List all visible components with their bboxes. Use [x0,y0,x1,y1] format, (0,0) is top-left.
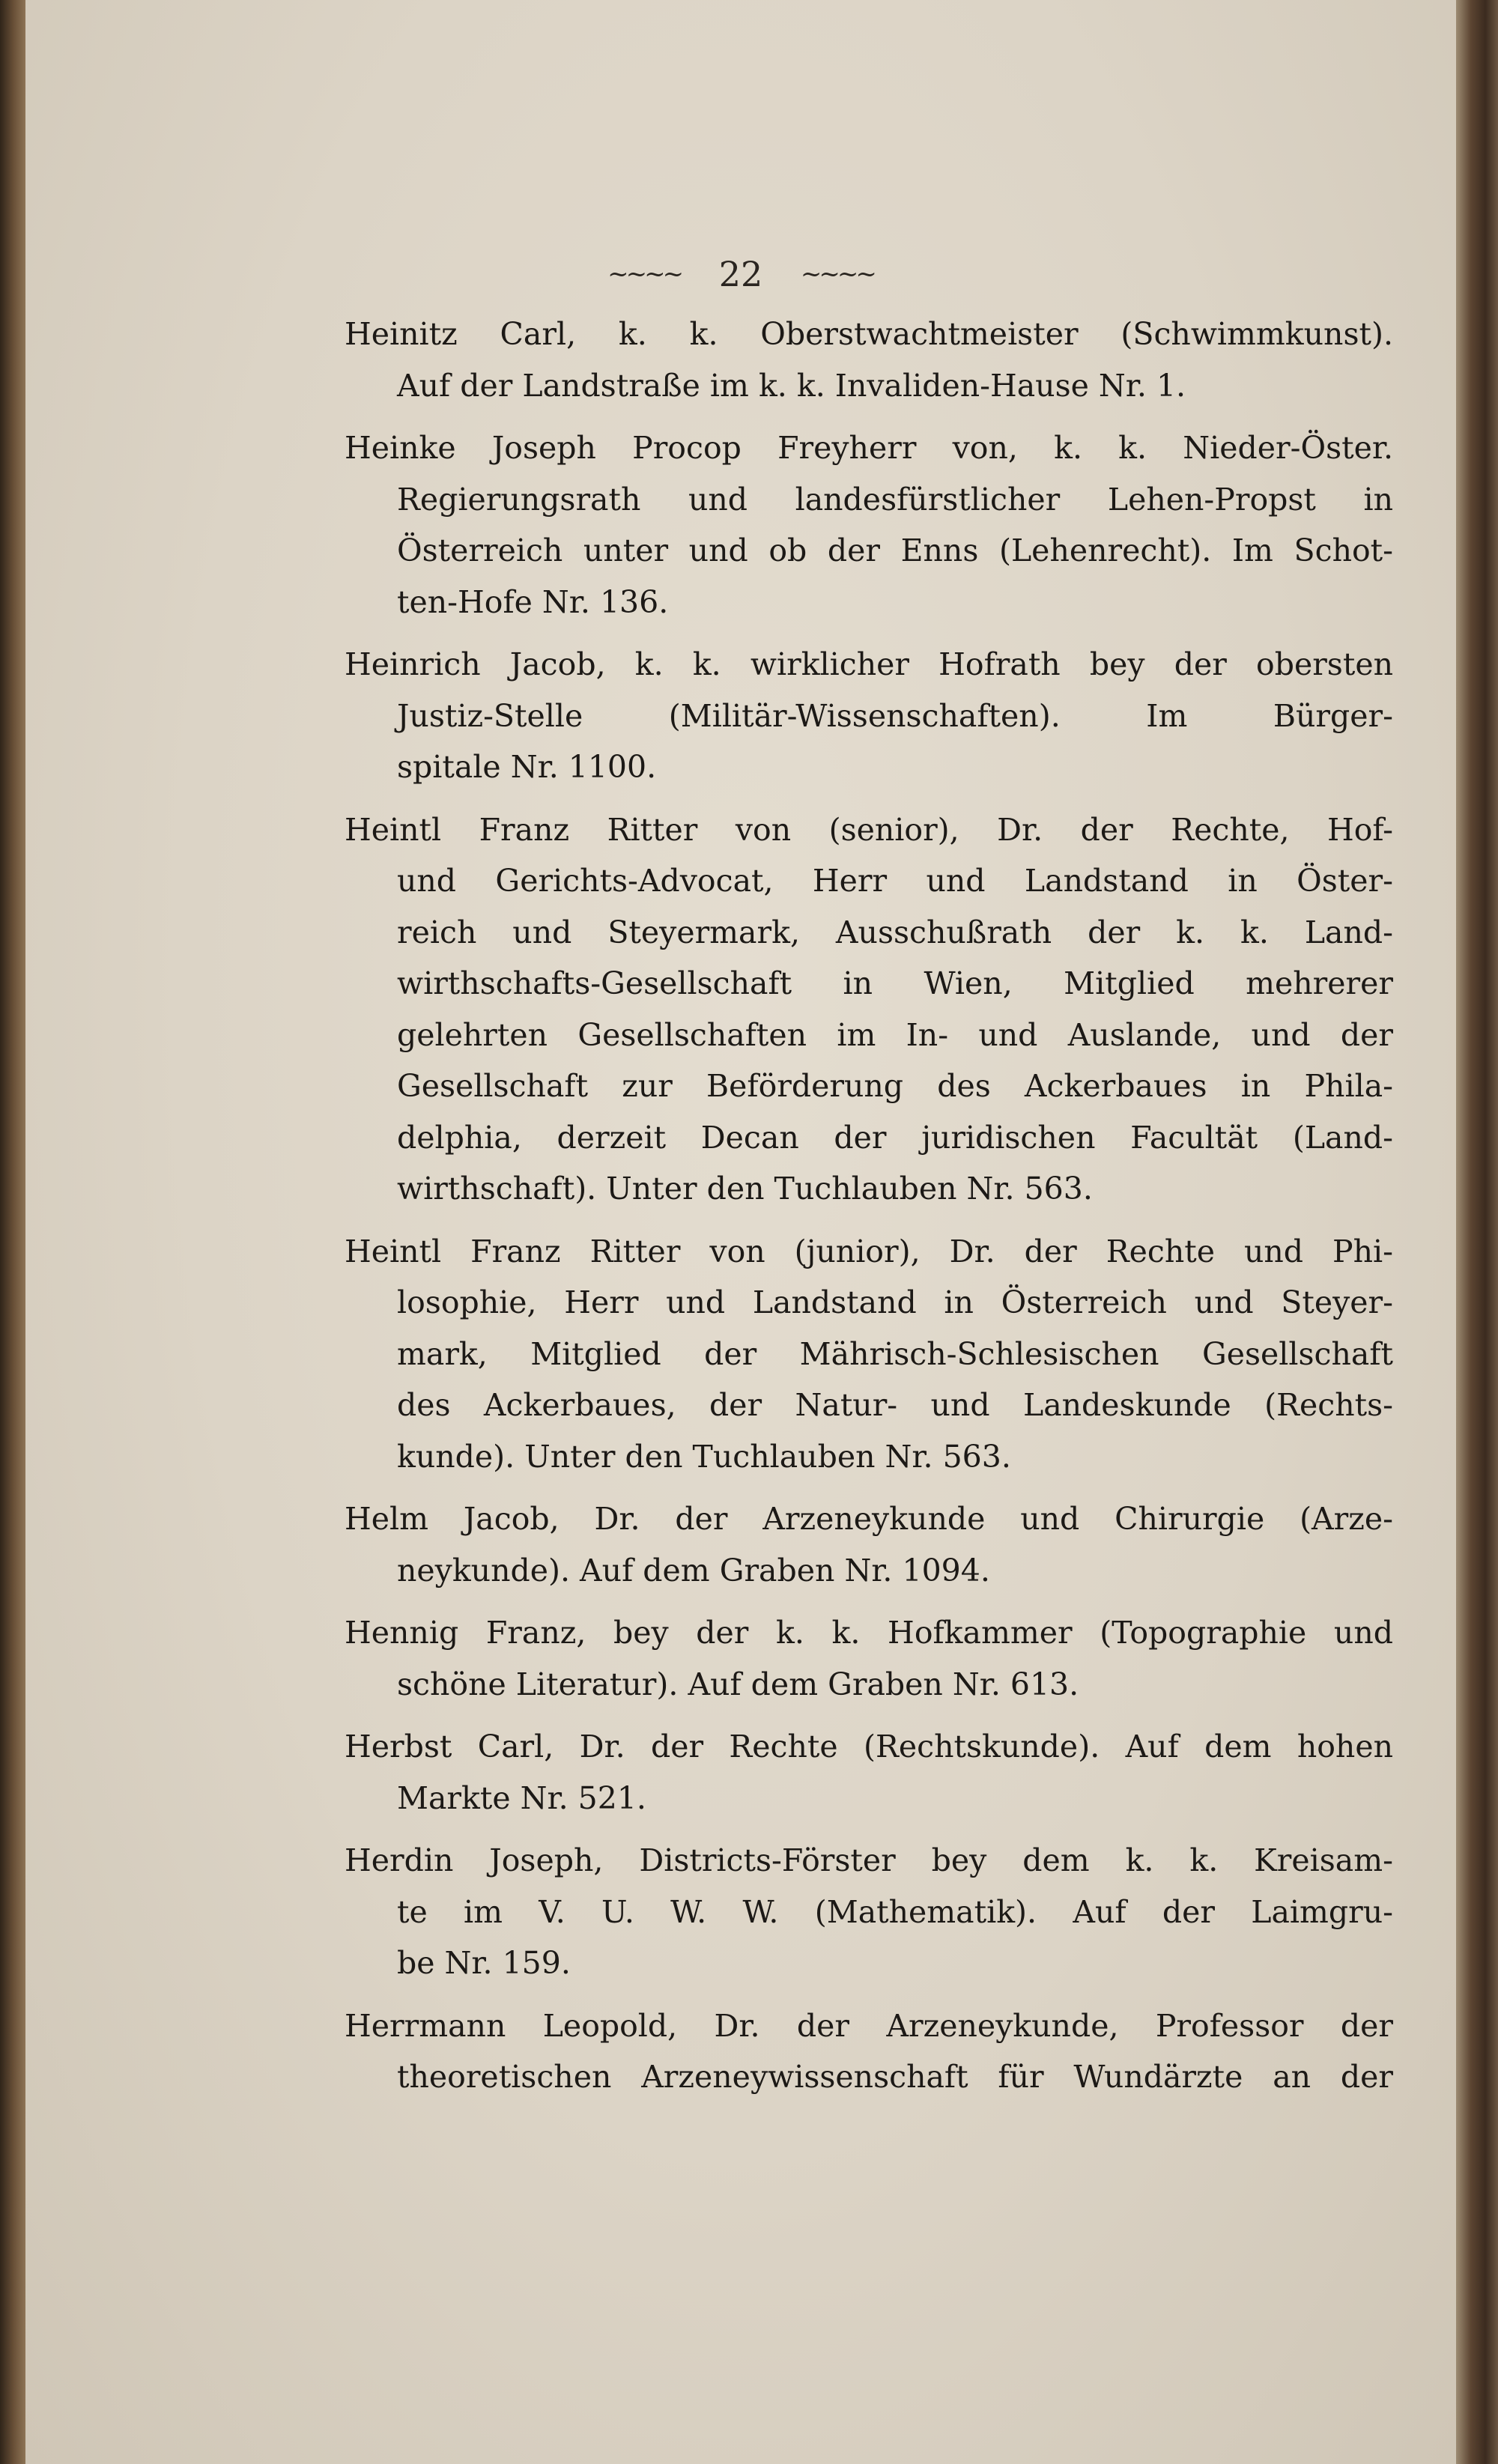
entry-heinke [345,422,1393,628]
entry-line: Heinitz Carl, k. k. Oberstwachtmeister (Schwimmkunst). [345,316,1393,352]
entry-line: losophie, Herr und Landstand in Österreich und Steyer- [397,1284,1393,1320]
entry-line: und Gerichts-Advocat, Herr und Landstand in Öster- [397,863,1393,899]
entry-line: neykunde). Auf dem Graben Nr. 1094. [397,1552,990,1588]
page-header [25,251,1456,303]
entry-line: Helm Jacob, Dr. der Arzeneykunde und Chirurgie (Arze- [345,1501,1393,1537]
entry-line: Hennig Franz, bey der k. k. Hofkammer (Topographie und [345,1615,1393,1651]
entry-herdin [345,1835,1393,1989]
entry-line: mark, Mitglied der Mährisch-Schlesischen Gesellschaft [397,1335,1393,1372]
entry-line: schöne Literatur). Auf dem Graben Nr. 613. [397,1666,1079,1702]
entry-helm [345,1493,1393,1596]
entry-heinrich [345,639,1393,793]
entry-line: Herbst Carl, Dr. der Rechte (Rechtskunde). Auf dem hohen [345,1729,1393,1764]
entry-line: kunde). Unter den Tuchlauben Nr. 563. [397,1438,1011,1475]
entry-line: Heinke Joseph Procop Freyherr von, k. k. Nieder-Öster. [345,430,1393,466]
entry-line: wirthschaft). Unter den Tuchlauben Nr. 563. [397,1171,1093,1207]
entry-line: Regierungsrath und landesfürstlicher Lehen-Propst in [397,481,1393,518]
page-number: 22 [718,254,763,294]
entry-line: delphia, derzeit Decan der juridischen Facultät (Land- [397,1119,1393,1156]
ornament-right: ~~~~ [800,259,874,289]
book-gutter-shadow [0,0,25,2464]
entry-line: Heintl Franz Ritter von (junior), Dr. der Rechte und Phi- [345,1233,1393,1269]
entry-heintl-junior [345,1226,1393,1483]
entry-line: Gesellschaft zur Beförderung des Ackerbaues in Phila- [397,1068,1393,1104]
entry-heinitz [345,309,1393,411]
entry-line: te im V. U. W. W. (Mathematik). Auf der Laimgru- [397,1893,1393,1930]
entry-herrmann [345,2000,1393,2103]
entry-line: Markte Nr. 521. [397,1779,646,1816]
entry-line: ten-Hofe Nr. 136. [397,583,669,620]
entry-line: gelehrten Gesellschaften im In- und Auslande, und der [397,1016,1393,1053]
entry-line: theoretischen Arzeneywissenschaft für Wundärzte an der [397,2059,1393,2095]
entry-line: des Ackerbaues, der Natur- und Landeskunde (Rechts- [397,1387,1393,1423]
entry-line: Heinrich Jacob, k. k. wirklicher Hofrath bey der obersten [345,646,1393,682]
entry-line: Auf der Landstraße im k. k. Invaliden-Hause Nr. 1. [397,367,1186,404]
entry-line: Herrmann Leopold, Dr. der Arzeneykunde, Professor der [345,2007,1393,2044]
entry-line: wirthschafts-Gesellschaft in Wien, Mitglied mehrerer [397,965,1393,1001]
entry-line: Österreich unter und ob der Enns (Lehenrecht). Im Schot- [397,532,1393,568]
entry-heintl-senior [345,804,1393,1215]
entry-line: Herdin Joseph, Districts-Förster bey dem k. k. Kreisam- [345,1842,1393,1878]
entry-herbst [345,1721,1393,1824]
entry-line: Justiz-Stelle (Militär-Wissenschaften). Im Bürger- [397,697,1393,734]
ornament-left: ~~~~ [607,259,682,289]
book-edge [1456,0,1498,2464]
entry-line: spitale Nr. 1100. [397,749,657,785]
directory-entries [345,309,1393,2114]
entry-line: reich und Steyermark, Ausschußrath der k. k. Land- [397,914,1393,950]
entry-line: be Nr. 159. [397,1945,571,1981]
entry-line: Heintl Franz Ritter von (senior), Dr. der Rechte, Hof- [345,811,1393,848]
book-page [25,0,1456,2464]
entry-hennig [345,1607,1393,1710]
